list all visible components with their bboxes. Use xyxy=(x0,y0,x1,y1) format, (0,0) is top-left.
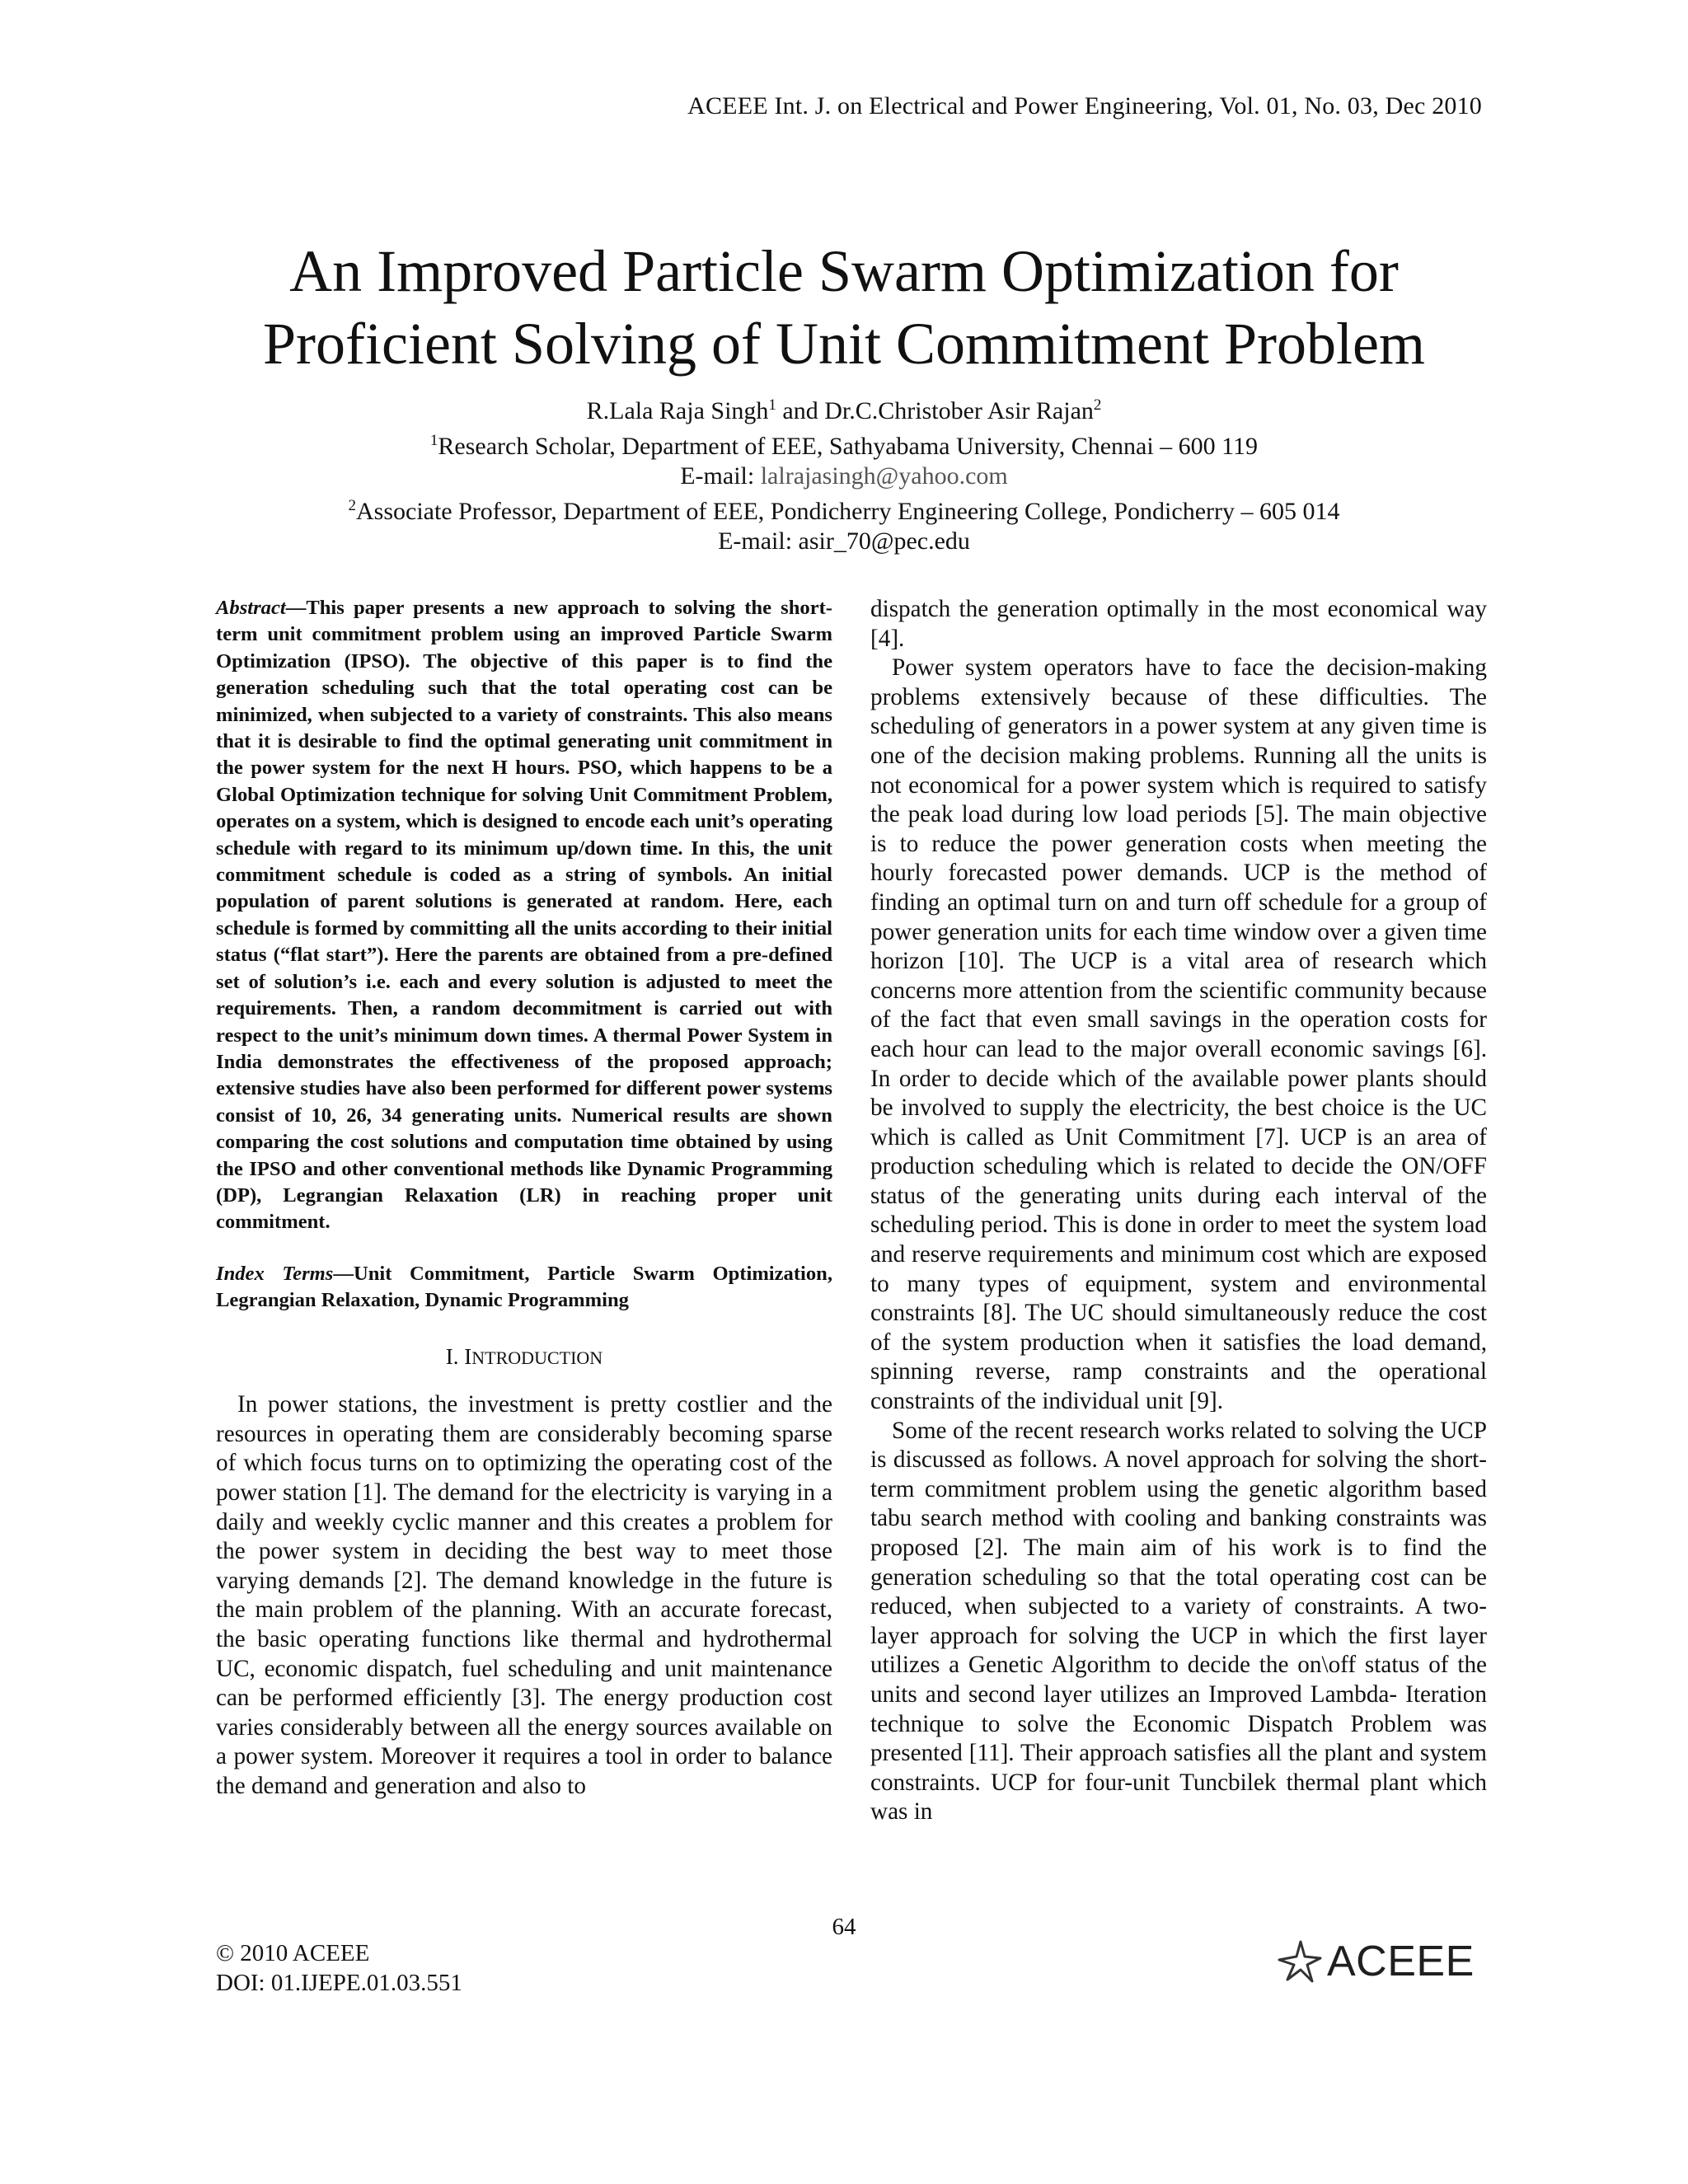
index-terms-label: Index Terms xyxy=(216,1262,334,1285)
paragraph-2: Power system operators have to face the decision-making problems extensively because of these difficulties. The scheduling of generators in a power system at any given time is one of the decision making problems. Running all the units is not economical for a power system which is required to satisfy the peak load during low load periods [5]. The main objective is to reduce the power generation costs when meeting the hourly forecasted power demands. UCP is the method of finding an optimal turn on and turn off schedule for a group of power generation units for each time window over a given time horizon [10]. The UCP is a vital area of research which concerns more attention from the scientific community because of the fact that even small savings in the operation costs for each hour can lead to the major overall economic savings [6]. In order to decide which of the available power plants should be involved to supply the electricity, the best choice is the UC which is called as Unit Commitment [7]. UCP is an area of production scheduling which is related to decide the ON/OFF status of the generating units during each interval of the scheduling period. This is done in order to meet the system load and reserve requirements and minimum cost which are exposed to many types of equipment, system and environmental constraints [8]. The UC should simultaneously reduce the cost of the system production when it satisfies the load demand, spinning reverse, ramp constraints and the operational constraints of the individual unit [9]. xyxy=(870,654,1487,1415)
logo-text: ACEEE xyxy=(1327,1938,1475,1985)
abstract-text: —This paper presents a new approach to solving the short-term unit commitment problem using an improved Particle Swarm Optimization (IPSO). The objective of this paper is to find the generation scheduling such that the total operating cost can be minimized, when subjected to a variety of constraints. This also means that it is desirable to find the optimal generating unit commitment in the power system for the next H hours. PSO, which happens to be a Global Optimization technique for solving Unit Commitment Problem, operates on a system, which is designed to encode each unit’s operating schedule with regard to its minimum up/down time. In this, the unit commitment schedule is coded as a string of symbols. An initial population of parent solutions is generated at random. Here, each schedule is formed by committing all the units according to their initial status (“flat start”). Here the parents are obtained from a pre-defined set of solution’s i.e. each and every solution is adjusted to meet the requirements. Then, a random decommitment is carried out with respect to the unit’s minimum down times. A thermal Power System in India demonstrates the effectiveness of the proposed approach; extensive studies have also been performed for different power systems consist of 10, 26, 34 generating units. Numerical results are shown comparing the cost solutions and computation time obtained by using the IPSO and other conventional methods like Dynamic Programming (DP), Legrangian Relaxation (LR) in reaching proper unit commitment. xyxy=(216,597,832,1234)
affiliation-1 xyxy=(0,426,1688,462)
affiliation-2-text: Associate Professor, Department of EEE, Pondicherry Engineering College, Pondicherry – 605 014 xyxy=(355,498,1340,525)
author-1: R.Lala Raja Singh xyxy=(586,397,769,424)
paragraph-3: Some of the recent research works related to solving the UCP is discussed as follows. A novel approach for solving the short- term commitment problem using the genetic algorithm based tabu search method with cooling and banking constraints was proposed [2]. The main aim of his work is to find the generation scheduling so that the total operating cost can be reduced, when subjected to a variety of constraints. A two- layer approach for solving the UCP in which the first layer utilizes a Genetic Algorithm to decide the on\off status of the units and second layer utilizes an Improved Lambda- Iteration technique to solve the Economic Dispatch Problem was presented [11]. Their approach satisfies all the plant and system constraints. UCP for four-unit Tuncbilek thermal plant which was in xyxy=(870,1417,1487,1825)
paragraph-1: In power stations, the investment is pretty costlier and the resources in operating them are considerably becoming sparse of which focus turns on to optimizing the operating cost of the power station [1]. The demand for the electricity is varying in a daily and weekly cyclic manner and this creates a problem for the power system in deciding the best way to meet those varying demands [2]. The demand knowledge in the future is the main problem of the planning. With an accurate forecast, the basic operating functions like thermal and hydrothermal UC, economic dispatch, fuel scheduling and unit maintenance can be performed efficiently [3]. The energy production cost varies considerably between all the energy sources available on a power system. Moreover it requires a tool in order to balance the demand and generation and also to xyxy=(216,1391,832,1799)
email-1-line xyxy=(0,462,1688,491)
author-line xyxy=(0,391,1688,426)
aceee-logo xyxy=(1276,1937,1482,1986)
author-1-sup: 1 xyxy=(768,396,776,414)
email-2-line xyxy=(0,527,1688,556)
abstract xyxy=(216,595,832,1236)
paper-title xyxy=(0,235,1688,380)
email-1-link[interactable]: lalrajasingh@yahoo.com xyxy=(760,462,1008,490)
right-column xyxy=(870,595,1487,1827)
section-heading-introduction xyxy=(216,1343,832,1373)
section-rest: NTRODUCTION xyxy=(471,1347,603,1368)
email-2-link[interactable]: asir_70@pec.edu xyxy=(798,527,970,555)
running-head: ACEEE Int. J. on Electrical and Power Engineering, Vol. 01, No. 03, Dec 2010 xyxy=(687,92,1482,120)
author-2: Dr.C.Christober Asir Rajan xyxy=(824,397,1094,424)
author-block xyxy=(0,391,1688,556)
title-line-2: Proficient Solving of Unit Commitment Problem xyxy=(263,311,1425,377)
author-and: and xyxy=(776,397,825,424)
author-2-sup: 2 xyxy=(1093,396,1102,414)
affiliation-1-sup: 1 xyxy=(429,432,438,449)
abstract-label: Abstract xyxy=(216,597,286,619)
paragraph-1-continued: dispatch the generation optimally in the most economical way [4]. xyxy=(870,596,1487,652)
left-column xyxy=(216,595,832,1801)
email-2-label: E-mail: xyxy=(718,527,799,555)
star-logo-icon xyxy=(1276,1937,1325,1986)
footer xyxy=(216,1938,462,1998)
email-1-label: E-mail: xyxy=(680,462,761,490)
footer-doi: DOI: 01.IJEPE.01.03.551 xyxy=(216,1970,462,1996)
footer-copyright: © 2010 ACEEE xyxy=(216,1940,370,1966)
index-terms xyxy=(216,1261,832,1315)
page-number: 64 xyxy=(832,1914,856,1940)
section-number: I. xyxy=(445,1343,465,1369)
index-terms-text: —Unit Commitment, Particle Swarm Optimization, Legrangian Relaxation, Dynamic Programming xyxy=(216,1262,833,1312)
affiliation-2 xyxy=(0,491,1688,527)
affiliation-2-sup: 2 xyxy=(348,497,356,514)
affiliation-1-text: Research Scholar, Department of EEE, Sathyabama University, Chennai – 600 119 xyxy=(438,433,1259,460)
section-initial: I xyxy=(464,1343,472,1369)
title-line-1: An Improved Particle Swarm Optimization for xyxy=(289,238,1399,304)
